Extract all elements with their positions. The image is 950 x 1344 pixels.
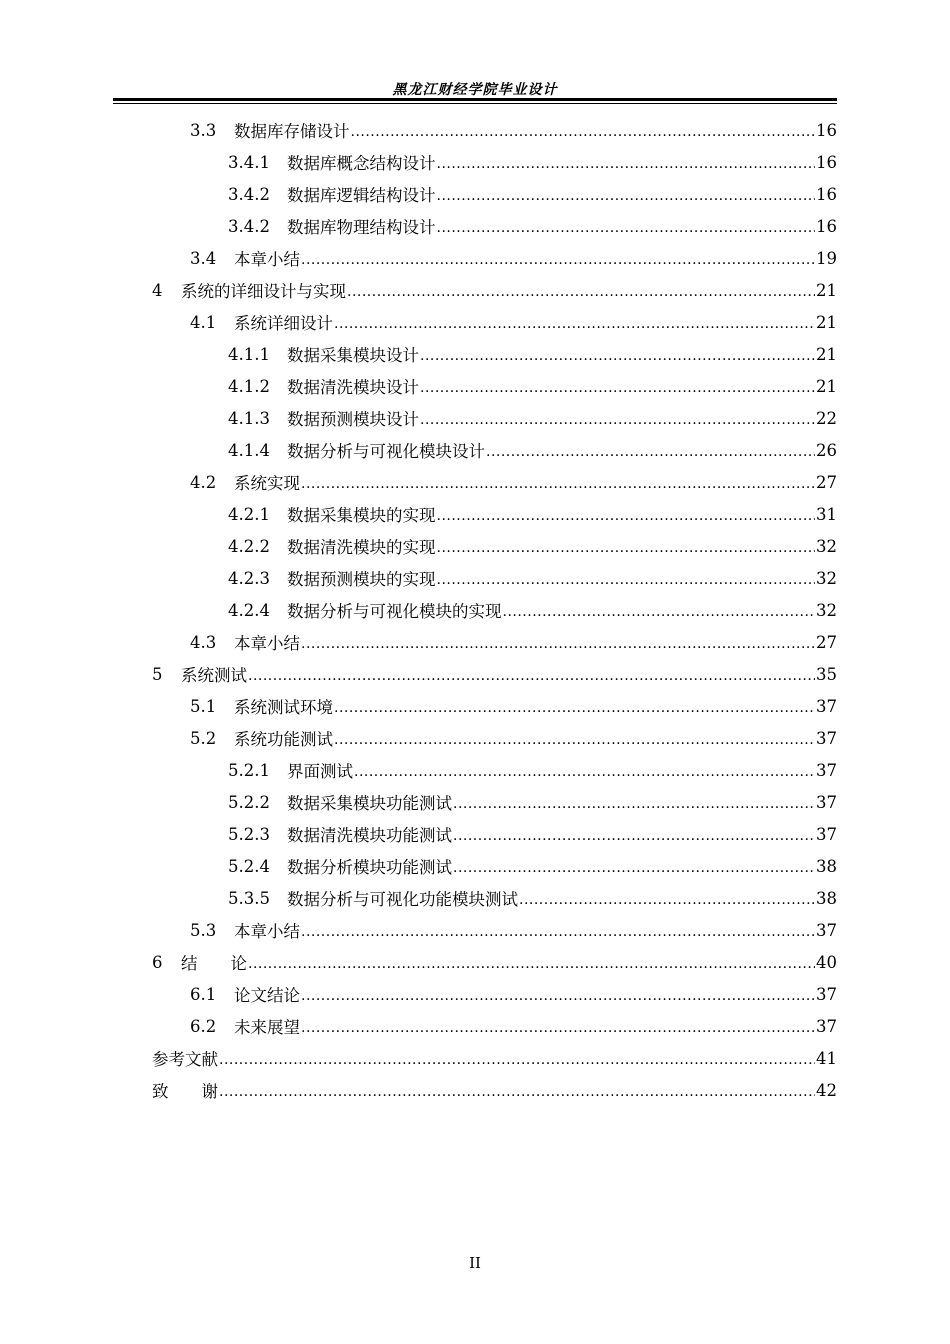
toc-entry-page: 31	[816, 504, 837, 524]
toc-entry-page: 37	[816, 824, 837, 844]
toc-entry-title: 数据采集模块的实现	[287, 506, 436, 525]
toc-entry-title: 数据采集模块设计	[287, 346, 419, 365]
toc-dot-leader	[453, 793, 815, 811]
toc-entry-title: 系统测试环境	[234, 698, 333, 717]
toc-entry[interactable]	[152, 434, 837, 466]
toc-entry[interactable]	[152, 114, 837, 146]
toc-entry-page: 21	[816, 280, 837, 300]
toc-entry-title: 数据预测模块的实现	[287, 570, 436, 589]
toc-entry-number: 5.2.4	[228, 856, 270, 876]
toc-entry-page: 38	[816, 888, 837, 908]
toc-entry-page: 35	[816, 664, 837, 684]
toc-entry-number: 5.2.3	[228, 824, 270, 844]
toc-dot-leader	[437, 569, 816, 587]
toc-entry-title: 本章小结	[234, 922, 300, 941]
toc-entry[interactable]	[152, 370, 837, 402]
toc-entry-title: 系统实现	[234, 474, 300, 493]
toc-dot-leader	[437, 505, 816, 523]
toc-entry-title: 系统的详细设计与实现	[181, 282, 346, 301]
toc-entry-title: 本章小结	[234, 634, 300, 653]
toc-entry-page: 16	[816, 152, 837, 172]
toc-entry-page: 40	[816, 952, 837, 972]
toc-entry-number: 3.4	[190, 248, 217, 268]
toc-entry[interactable]	[152, 882, 837, 914]
toc-dot-leader	[219, 1081, 815, 1099]
toc-entry[interactable]	[152, 626, 837, 658]
toc-entry[interactable]	[152, 530, 837, 562]
toc-entry-title: 数据分析与可视化模块的实现	[287, 602, 502, 621]
toc-entry-page: 22	[816, 408, 837, 428]
toc-dot-leader	[248, 953, 815, 971]
toc-entry-number: 4.1.3	[228, 408, 270, 428]
toc-entry-title: 数据分析模块功能测试	[287, 858, 452, 877]
toc-entry-number: 5.2	[190, 728, 217, 748]
toc-entry-title: 数据清洗模块功能测试	[287, 826, 452, 845]
toc-dot-leader	[437, 185, 816, 203]
toc-entry-number: 4.1	[190, 312, 217, 332]
toc-entry[interactable]	[152, 1010, 837, 1042]
toc-dot-leader	[301, 985, 815, 1003]
toc-entry[interactable]	[152, 274, 837, 306]
toc-dot-leader	[453, 825, 815, 843]
footer-page-number: II	[469, 1254, 481, 1272]
toc-entry[interactable]	[152, 690, 837, 722]
toc-dot-leader	[334, 729, 815, 747]
toc-entry-number: 6	[152, 952, 163, 972]
toc-entry-page: 37	[816, 728, 837, 748]
toc-entry-title: 数据库存储设计	[234, 122, 350, 141]
toc-dot-leader	[354, 761, 815, 779]
toc-entry-page: 37	[816, 760, 837, 780]
toc-entry-page: 37	[816, 792, 837, 812]
toc-dot-leader	[347, 281, 815, 299]
toc-dot-leader	[219, 1049, 815, 1067]
toc-entry[interactable]	[152, 978, 837, 1010]
toc-entry-number: 4.3	[190, 632, 217, 652]
header-rule-thick	[113, 98, 837, 101]
toc-entry-page: 38	[816, 856, 837, 876]
toc-entry[interactable]	[152, 242, 837, 274]
toc-entry-number: 4.1.1	[228, 344, 270, 364]
toc-dot-leader	[503, 601, 816, 619]
toc-dot-leader	[334, 697, 815, 715]
toc-dot-leader	[301, 249, 815, 267]
toc-entry-number: 3.4.2	[228, 184, 270, 204]
toc-entry-page: 37	[816, 1016, 837, 1036]
toc-entry-title: 数据预测模块设计	[287, 410, 419, 429]
toc-dot-leader	[420, 345, 815, 363]
toc-entry[interactable]	[152, 562, 837, 594]
toc-entry-number: 5.1	[190, 696, 217, 716]
toc-entry-page: 32	[816, 568, 837, 588]
toc-dot-leader	[301, 921, 815, 939]
toc-entry-title: 系统测试	[181, 666, 247, 685]
toc-entry[interactable]	[152, 914, 837, 946]
toc-entry-page: 21	[816, 312, 837, 332]
toc-entry-page: 37	[816, 984, 837, 1004]
toc-entry-page: 41	[816, 1048, 837, 1068]
toc-entry-number: 4.1.2	[228, 376, 270, 396]
toc-entry-title: 致 谢	[152, 1082, 218, 1101]
toc-entry-number: 3.4.2	[228, 216, 270, 236]
toc-entry-title: 结 论	[181, 954, 247, 973]
toc-entry-number: 4.2	[190, 472, 217, 492]
toc-entry-number: 5.2.1	[228, 760, 270, 780]
toc-entry-page: 21	[816, 376, 837, 396]
toc-entry[interactable]	[152, 946, 837, 978]
toc-entry-number: 5.2.2	[228, 792, 270, 812]
toc-dot-leader	[437, 153, 816, 171]
toc-entry-number: 5	[152, 664, 163, 684]
toc-entry-title: 数据库物理结构设计	[287, 218, 436, 237]
toc-entry[interactable]	[152, 338, 837, 370]
toc-entry[interactable]	[152, 786, 837, 818]
toc-entry-number: 4	[152, 280, 163, 300]
toc-dot-leader	[301, 633, 815, 651]
toc-entry-page: 37	[816, 920, 837, 940]
toc-entry-number: 4.2.2	[228, 536, 270, 556]
toc-dot-leader	[486, 441, 815, 459]
toc-entry-number: 5.3.5	[228, 888, 270, 908]
toc-entry-page: 37	[816, 696, 837, 716]
toc-entry-page: 21	[816, 344, 837, 364]
toc-dot-leader	[519, 889, 815, 907]
toc-entry[interactable]	[152, 178, 837, 210]
toc-entry-page: 32	[816, 600, 837, 620]
toc-entry[interactable]	[152, 306, 837, 338]
toc-dot-leader	[420, 377, 815, 395]
toc-entry-page: 19	[816, 248, 837, 268]
toc-dot-leader	[437, 537, 816, 555]
toc-entry-title: 数据库概念结构设计	[287, 154, 436, 173]
toc-dot-leader	[453, 857, 815, 875]
toc-entry[interactable]	[152, 818, 837, 850]
toc-entry[interactable]	[152, 210, 837, 242]
toc-entry[interactable]	[152, 466, 837, 498]
toc-entry-title: 参考文献	[152, 1050, 218, 1069]
toc-dot-leader	[420, 409, 815, 427]
toc-entry-title: 论文结论	[234, 986, 300, 1005]
toc-entry-number: 3.3	[190, 120, 217, 140]
toc-entry-number: 4.2.4	[228, 600, 270, 620]
toc-entry-title: 系统功能测试	[234, 730, 333, 749]
toc-entry-page: 27	[816, 632, 837, 652]
toc-entry-title: 数据清洗模块设计	[287, 378, 419, 397]
header-rule-thin	[113, 103, 837, 104]
toc-entry-title: 数据清洗模块的实现	[287, 538, 436, 557]
toc-entry[interactable]	[152, 1042, 837, 1074]
toc-dot-leader	[301, 473, 815, 491]
toc-entry[interactable]	[152, 754, 837, 786]
toc-dot-leader	[248, 665, 815, 683]
toc-entry-title: 数据库逻辑结构设计	[287, 186, 436, 205]
toc-entry-page: 16	[816, 120, 837, 140]
toc-entry[interactable]	[152, 722, 837, 754]
toc-entry-number: 3.4.1	[228, 152, 270, 172]
toc-dot-leader	[334, 313, 815, 331]
toc-entry[interactable]	[152, 658, 837, 690]
toc-entry[interactable]	[152, 1074, 837, 1106]
toc-entry-page: 26	[816, 440, 837, 460]
toc-entry-page: 16	[816, 216, 837, 236]
toc-entry-title: 数据分析与可视化模块设计	[287, 442, 485, 461]
toc-entry[interactable]	[152, 498, 837, 530]
toc-entry-page: 32	[816, 536, 837, 556]
toc-entry-number: 4.2.3	[228, 568, 270, 588]
toc-entry-title: 系统详细设计	[234, 314, 333, 333]
toc-entry-number: 6.2	[190, 1016, 217, 1036]
toc-entry-page: 16	[816, 184, 837, 204]
toc-entry-title: 数据分析与可视化功能模块测试	[287, 890, 518, 909]
toc-entry[interactable]	[152, 146, 837, 178]
toc-entry[interactable]	[152, 402, 837, 434]
toc-dot-leader	[301, 1017, 815, 1035]
toc-entry-number: 4.2.1	[228, 504, 270, 524]
toc-entry-number: 5.3	[190, 920, 217, 940]
toc-entry[interactable]	[152, 850, 837, 882]
page-header-title: 黑龙江财经学院毕业设计	[392, 82, 558, 98]
toc-dot-leader	[437, 217, 816, 235]
toc-entry-title: 界面测试	[287, 762, 353, 781]
toc-entry-title: 数据采集模块功能测试	[287, 794, 452, 813]
toc-dot-leader	[351, 121, 816, 139]
toc-entry-number: 4.1.4	[228, 440, 270, 460]
toc-entry-title: 未来展望	[234, 1018, 300, 1037]
toc-entry-number: 6.1	[190, 984, 217, 1004]
toc-entry[interactable]	[152, 594, 837, 626]
table-of-contents	[152, 114, 837, 1106]
toc-entry-title: 本章小结	[234, 250, 300, 269]
toc-entry-page: 27	[816, 472, 837, 492]
toc-entry-page: 42	[816, 1080, 837, 1100]
